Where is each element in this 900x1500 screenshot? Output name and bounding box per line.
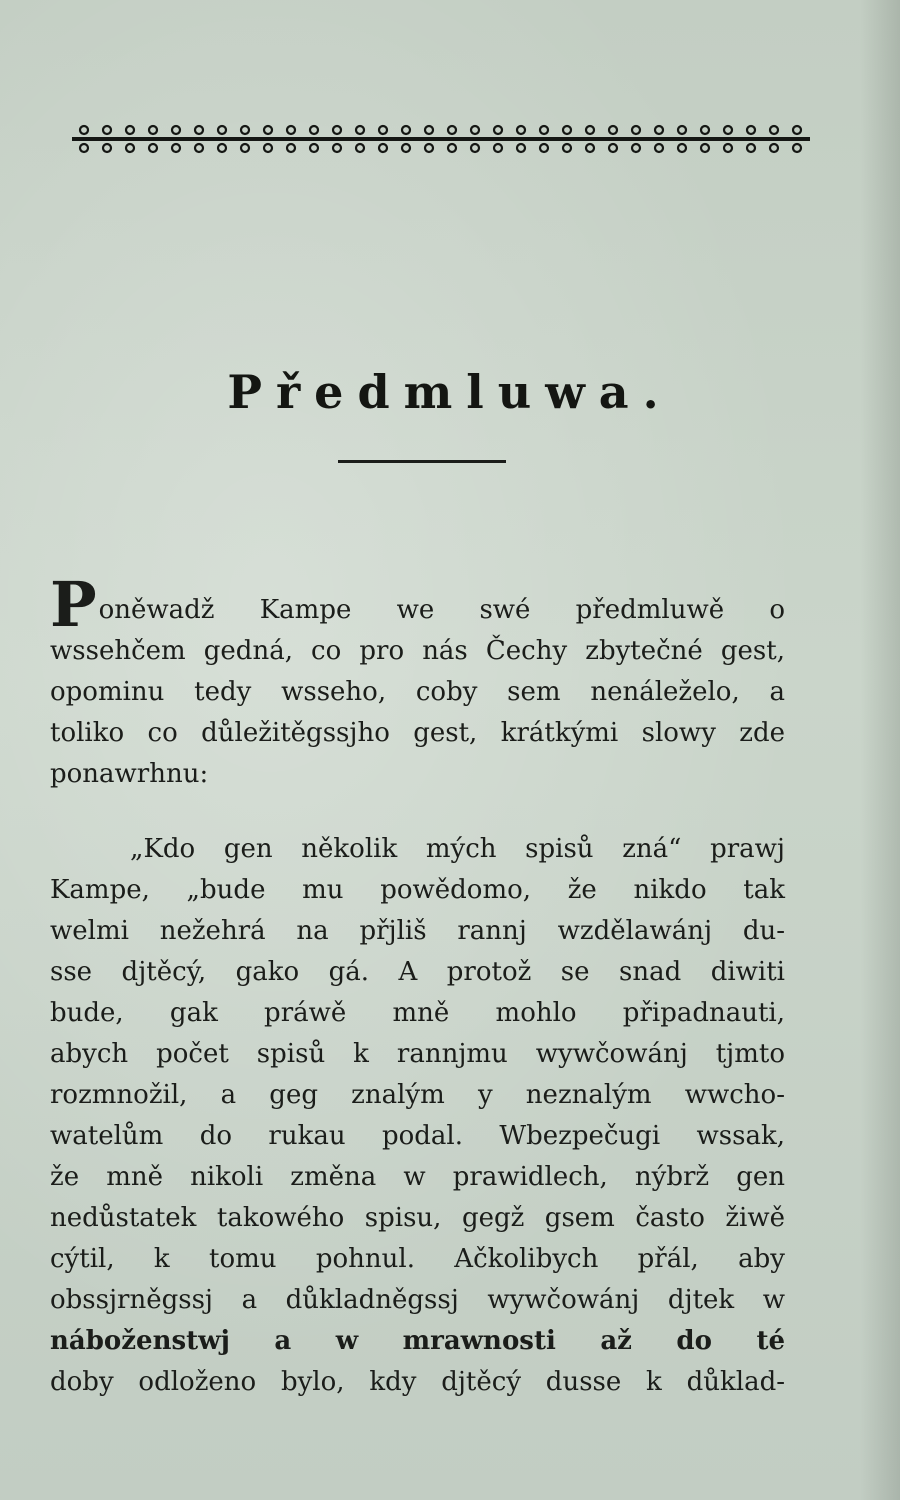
body-text [50,568,785,1403]
page-title: Předmluwa. [227,365,673,419]
page-edge-shadow [860,0,900,1500]
ornament-border-icon [72,122,810,156]
text-line: bude, gak práwě mně mohlo připadnauti, [50,998,785,1028]
title-rule [338,460,506,463]
text-line: Kampe, „bude mu powědomo, že nikdo tak [50,875,785,905]
text-line: ponawrhnu: [50,759,209,789]
text-line: náboženstwj a w mrawnosti až do té [50,1326,785,1356]
text-line: doby odloženo bylo, kdy djtěcý dusse k důklad- [50,1367,785,1397]
text-line: wssehčem gedná, co pro nás Čechy zbytečné gest, [50,636,785,666]
text-line: rozmnožil, a geg znalým y neznalým wwcho- [50,1080,785,1110]
text-line: sse djtěcý, gako gá. A protož se snad diwiti [50,957,785,987]
text-line: že mně nikoli změna w prawidlech, nýbrž gen [50,1162,785,1192]
text-line: „Kdo gen několik mých spisů zná“ prawj [130,834,785,864]
text-line: nedůstatek takowého spisu, gegž gsem často žiwě [50,1203,785,1233]
text-line: welmi nežehrá na přjliš rannj wzdělawánj du- [50,916,785,946]
text-line: cýtil, k tomu pohnul. Ačkolibych přál, aby [50,1244,785,1274]
drop-cap: P [50,568,97,641]
text-line: obssjrněgssj a důkladněgssj wywčowánj djtek w [50,1285,785,1315]
text-line: watelům do rukau podal. Wbezpečugi wssak, [50,1121,785,1151]
text-line: opominu tedy wsseho, coby sem nenáleželo, a [50,677,785,707]
text-line: Poněwadž Kampe we swé předmluwě o [50,568,785,641]
text-line: toliko co důležitěgssjho gest, krátkými slowy zde [50,718,785,748]
text-line: abych počet spisů k rannjmu wywčowánj tjmto [50,1039,785,1069]
